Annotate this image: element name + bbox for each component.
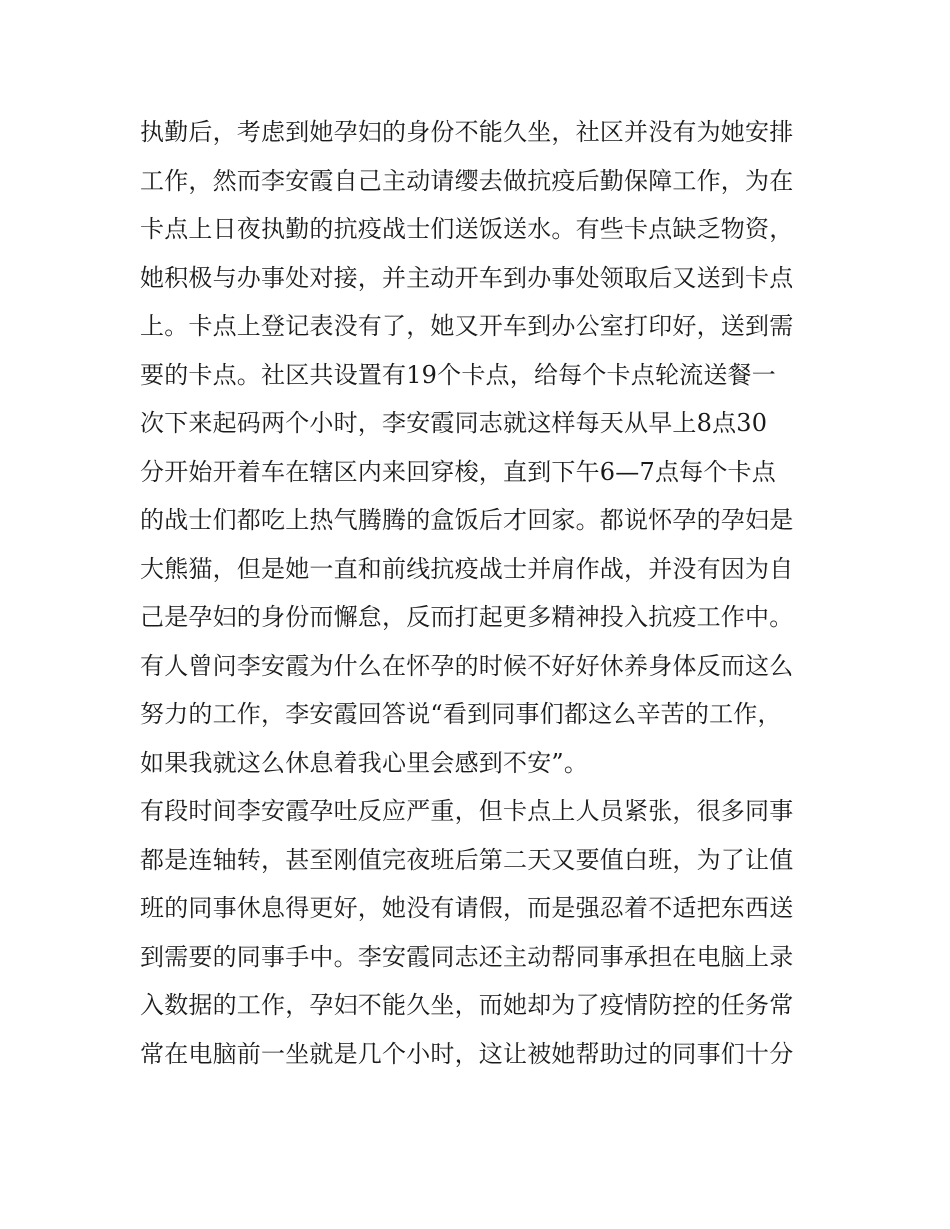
text-line: 己是孕妇的身份而懈怠，反而打起更多精神投入抗疫工作中。: [140, 603, 794, 631]
body-text: [140, 108, 830, 1078]
text-line: 要的卡点。社区共设置有19个卡点，给每个卡点轮流送餐一: [140, 360, 776, 389]
text-line: 到需要的同事手中。李安霞同志还主动帮同事承担在电脑上录: [140, 942, 794, 971]
paragraph-2: [140, 787, 830, 1078]
text-line: 努力的工作，李安霞回答说“看到同事们都这么辛苦的工作，: [140, 700, 782, 728]
text-line: 常在电脑前一坐就是几个小时，这让被她帮助过的同事们十分: [140, 1039, 794, 1068]
text-line: 入数据的工作，孕妇不能久坐，而她却为了疫情防控的任务常: [140, 991, 794, 1019]
text-line: 分开始开着车在辖区内来回穿梭，直到下午6—7点每个卡点: [140, 457, 776, 486]
text-line: 次下来起码两个小时，李安霞同志就这样每天从早上8点30: [140, 409, 768, 437]
text-line: 有人曾问李安霞为什么在怀孕的时候不好好休养身体反而这么: [140, 651, 794, 680]
text-line: 都是连轴转，甚至刚值完夜班后第二天又要值白班，为了让值: [140, 845, 794, 874]
text-line: 的战士们都吃上热气腾腾的盒饭后才回家。都说怀孕的孕妇是: [140, 506, 794, 534]
text-line: 她积极与办事处对接，并主动开车到办事处领取后又送到卡点: [140, 263, 794, 292]
text-line: 班的同事休息得更好，她没有请假，而是强忍着不适把东西送: [140, 894, 794, 922]
text-line: 如果我就这么休息着我心里会感到不安”。: [140, 748, 589, 777]
text-line: 大熊猫，但是她一直和前线抗疫战士并肩作战，并没有因为自: [140, 554, 794, 583]
paragraph-1: [140, 108, 830, 787]
text-line: 有段时间李安霞孕吐反应严重，但卡点上人员紧张，很多同事: [140, 797, 794, 825]
text-line: 工作，然而李安霞自己主动请缨去做抗疫后勤保障工作，为在: [140, 166, 794, 195]
text-line: 上。卡点上登记表没有了，她又开车到办公室打印好，送到需: [140, 312, 794, 340]
text-line: 执勤后，考虑到她孕妇的身份不能久坐，社区并没有为她安排: [140, 118, 794, 146]
text-line: 卡点上日夜执勤的抗疫战士们送饭送水。有些卡点缺乏物资，: [140, 215, 794, 243]
